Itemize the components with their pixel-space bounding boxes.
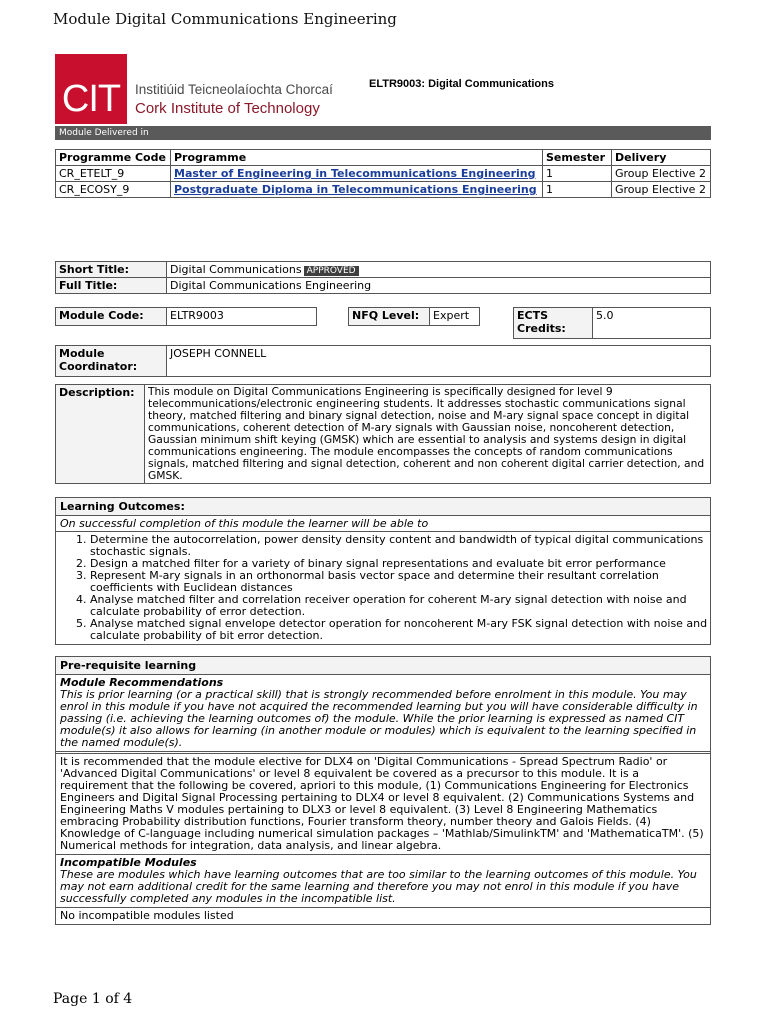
column-header: Delivery xyxy=(612,150,711,166)
prerequisite-section xyxy=(55,656,711,925)
cit-logo-mark: CIT xyxy=(55,54,127,124)
delivery: Group Elective 2 xyxy=(612,182,711,198)
delivery: Group Elective 2 xyxy=(612,166,711,182)
list-item: 2. Design a matched filter for a variety of binary signal representations and evaluate bit error performance xyxy=(90,558,710,570)
ects-value: 5.0 xyxy=(593,308,711,339)
semester: 1 xyxy=(543,182,612,198)
incompatible-title: Incompatible Modules xyxy=(56,854,710,869)
list-item: 1. Determine the autocorrelation, power density density content and bandwidth of typical digital communications stochastic signals. xyxy=(90,534,710,558)
description-text: This module on Digital Communications Engineering is specifically designed for level 9 telecommunications/electronic engineering students. It addresses stochastic communications signal theory, matched filtering and binary signal detection, noise and M-ary signal space concept in digital communications, coherent detection of M-ary signals with Gaussian noise, noncoherent detection, Gaussian minimum shift keying (GMSK) which are essential to analysis and systems design in digital communications engineering. The module encompasses the concepts of random communications signals, matched filtering and signal detection, coherent and non coherent digital carrier detection, and GMSK. xyxy=(145,385,711,484)
nfq-table xyxy=(348,307,480,326)
short-title-label: Short Title: xyxy=(56,262,167,278)
programme-code: CR_ETELT_9 xyxy=(56,166,171,182)
list-item: 3. Represent M-ary signals in an orthonormal basis vector space and determine their resultant correlation coefficients with Euclidean distances xyxy=(90,570,710,594)
column-header: Programme Code xyxy=(56,150,171,166)
programme-table-header xyxy=(56,150,711,166)
description-label: Description: xyxy=(56,385,145,484)
short-title-value: Digital Communications xyxy=(170,263,302,276)
module-code-value: ELTR9003 xyxy=(167,308,317,326)
module-heading: ELTR9003: Digital Communications xyxy=(369,78,554,90)
full-title-label: Full Title: xyxy=(56,278,167,294)
coordinator-table xyxy=(55,345,711,377)
document-header: Module Digital Communications Engineering xyxy=(53,10,397,28)
description-table xyxy=(55,384,711,484)
nfq-label: NFQ Level: xyxy=(349,308,430,326)
semester: 1 xyxy=(543,166,612,182)
cit-logo-english-name: Cork Institute of Technology xyxy=(135,100,320,117)
learning-outcomes-list xyxy=(56,534,710,642)
column-header: Semester xyxy=(543,150,612,166)
title-table xyxy=(55,261,711,294)
incompatible-explanation: These are modules which have learning outcomes that are too similar to the learning outcomes of this module. You may not earn additional credit for the same learning and therefore you may not enrol in this module if you have successfully completed any modules in the incompatible list. xyxy=(60,868,697,905)
ects-label: ECTS Credits: xyxy=(514,308,593,339)
recommendations-title: Module Recommendations xyxy=(60,676,224,689)
table-row xyxy=(56,166,711,182)
ects-table xyxy=(513,307,711,339)
programme-link[interactable]: Postgraduate Diploma in Telecommunications Engineering xyxy=(174,183,537,196)
page-number: Page 1 of 4 xyxy=(53,991,133,1007)
learning-outcomes-title: Learning Outcomes: xyxy=(56,498,710,516)
list-item: 4. Analyse matched filter and correlation receiver operation for coherent M-ary signal detection with noise and calculate probability of error detection. xyxy=(90,594,710,618)
module-code-label: Module Code: xyxy=(56,308,167,326)
module-code-table xyxy=(55,307,317,326)
table-row xyxy=(56,182,711,198)
approved-badge: APPROVED xyxy=(304,266,359,276)
programme-code: CR_ECOSY_9 xyxy=(56,182,171,198)
coordinator-label: Module Coordinator: xyxy=(56,346,167,377)
nfq-value: Expert xyxy=(430,308,480,326)
recommendations-body: It is recommended that the module elective for DLX4 on 'Digital Communications - Spread Spectrum Radio' or 'Advanced Digital Communications' or level 8 equivalent be covered as a precursor to this module. It is a requirement that the following be covered, apriori to this module, (1) Communications Engineering for Electronics Engineers and Digital Signal Processing pertaining to DLX4 or level 8 equivalent. (2) Communications Systems and Engineering Maths V modules pertaining to DLX3 or level 8 equivalent. (3) Level 8 Engineering Mathematics embracing Probability distribution functions, Fourier transform theory, number theory and Galois Fields. (4) Knowledge of C-language including numerical simulation packages – 'Mathlab/SimulinkTM' and 'MathematicaTM'. (5) Numerical methods for integration, data analysis, and linear algebra. xyxy=(56,751,710,854)
prerequisite-title: Pre-requisite learning xyxy=(56,657,710,675)
incompatible-body: No incompatible modules listed xyxy=(56,907,710,924)
module-delivered-bar: Module Delivered in xyxy=(55,126,711,140)
cit-logo xyxy=(55,54,355,124)
column-header: Programme xyxy=(171,150,543,166)
learning-outcomes-intro: On successful completion of this module the learner will be able to xyxy=(56,516,710,532)
programme-link[interactable]: Master of Engineering in Telecommunications Engineering xyxy=(174,167,536,180)
programme-table xyxy=(55,149,711,198)
full-title-value: Digital Communications Engineering xyxy=(167,278,711,294)
list-item: 5. Analyse matched signal envelope detector operation for noncoherent M-ary FSK signal detection with noise and calculate probability of bit error detection. xyxy=(90,618,710,642)
coordinator-value: JOSEPH CONNELL xyxy=(167,346,711,377)
cit-logo-irish-name: Institiúid Teicneolaíochta Chorcaí xyxy=(135,82,333,97)
recommendations-explanation: This is prior learning (or a practical skill) that is strongly recommended before enrolment in this module. You may enrol in this module if you have not acquired the recommended learning but you will have considerable difficulty in passing (i.e. achieving the learning outcomes of) the module. While the prior learning is expressed as named CIT module(s) it also allows for learning (in another module or modules) which is equivalent to the learning specified in the named module(s). xyxy=(60,688,698,749)
learning-outcomes-section xyxy=(55,497,711,645)
